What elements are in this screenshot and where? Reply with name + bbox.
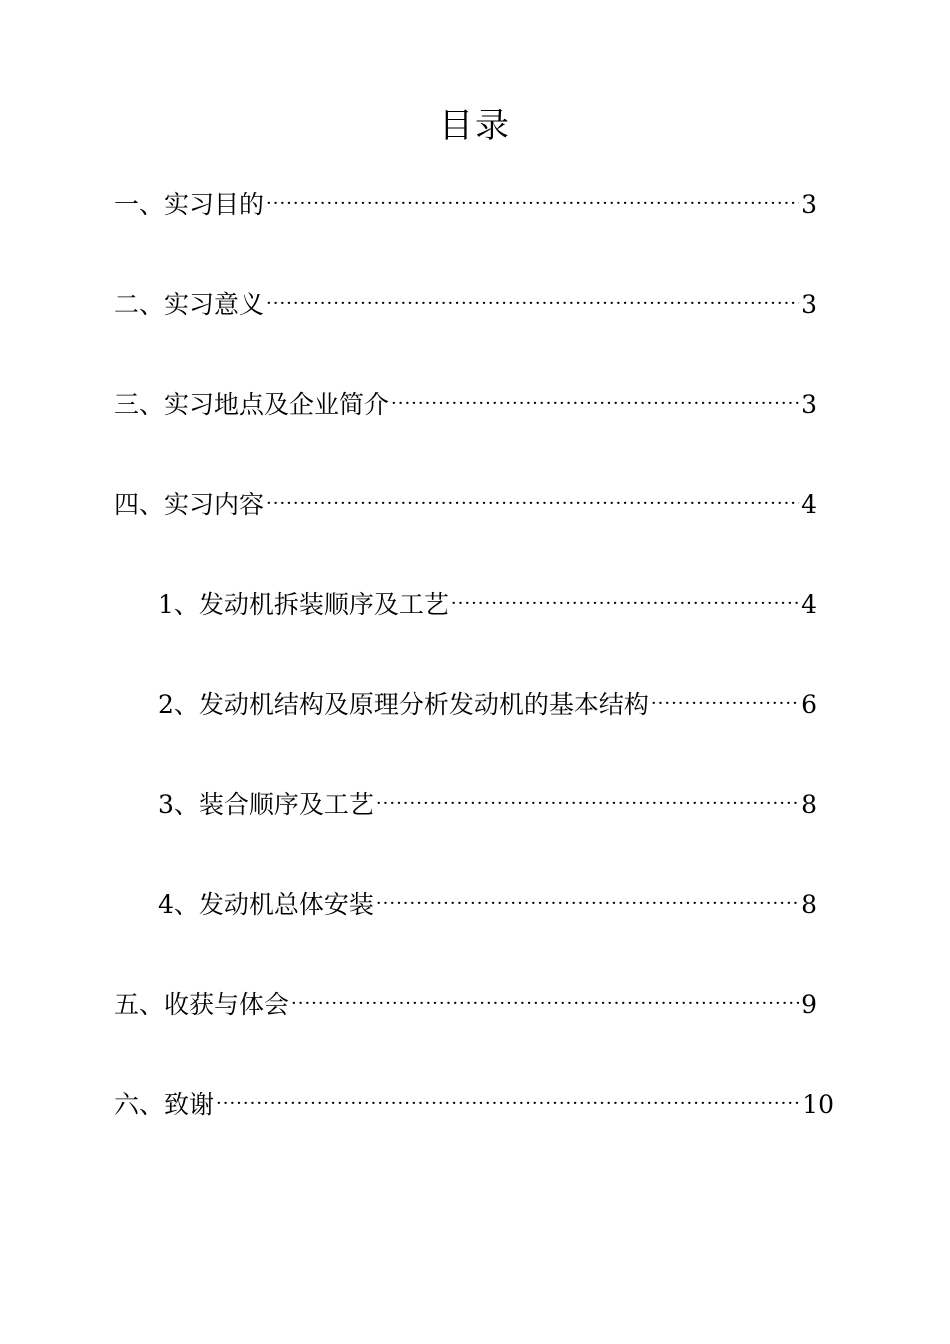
- toc-entry-label: 六、致谢: [114, 1090, 215, 1119]
- toc-entry[interactable]: [114, 980, 817, 1030]
- toc-entry[interactable]: [114, 280, 817, 330]
- toc-entry-label: 五、收获与体会: [114, 990, 290, 1019]
- toc-subentry[interactable]: [158, 780, 817, 830]
- toc-entry-label: 1、发动机拆装顺序及工艺: [158, 590, 449, 619]
- toc-page-number: 10: [802, 1090, 834, 1119]
- toc-leader-dots: [451, 579, 799, 629]
- toc-leader-dots: [266, 479, 799, 529]
- toc-page-number: 3: [801, 290, 817, 319]
- toc-leader-dots: [291, 979, 799, 1029]
- toc-entry[interactable]: [114, 380, 817, 430]
- toc-leader-dots: [266, 279, 799, 329]
- toc-entry-label: 4、发动机总体安装: [158, 890, 374, 919]
- toc-leader-dots: [266, 179, 799, 229]
- toc-leader-dots: [376, 779, 799, 829]
- toc-page-number: 8: [801, 790, 817, 819]
- toc-entry[interactable]: [114, 480, 817, 530]
- toc-subentry[interactable]: [158, 880, 817, 930]
- toc-entry-label: 四、实习内容: [114, 490, 265, 519]
- toc-page-number: 4: [801, 590, 817, 619]
- toc-entry-label: 2、发动机结构及原理分析发动机的基本结构: [158, 690, 649, 719]
- toc-leader-dots: [391, 379, 799, 429]
- toc-entry-label: 一、实习目的: [114, 190, 265, 219]
- toc-page-number: 3: [801, 190, 817, 219]
- toc-page-number: 8: [801, 890, 817, 919]
- toc-subentry[interactable]: [158, 680, 817, 730]
- toc-entry-label: 三、实习地点及企业简介: [114, 390, 390, 419]
- toc-entry[interactable]: [114, 180, 817, 230]
- toc-entry-label: 二、实习意义: [114, 290, 265, 319]
- toc-title: 目录: [439, 106, 511, 146]
- toc-page-number: 6: [801, 690, 817, 719]
- toc-page-number: 4: [801, 490, 817, 519]
- toc-entry-label: 3、装合顺序及工艺: [158, 790, 374, 819]
- toc-leader-dots: [651, 679, 799, 729]
- toc-page-number: 9: [801, 990, 817, 1019]
- toc-entry[interactable]: [114, 1080, 834, 1130]
- toc-leader-dots: [376, 879, 799, 929]
- toc-leader-dots: [216, 1079, 800, 1129]
- toc-subentry[interactable]: [158, 580, 817, 630]
- toc-page-number: 3: [801, 390, 817, 419]
